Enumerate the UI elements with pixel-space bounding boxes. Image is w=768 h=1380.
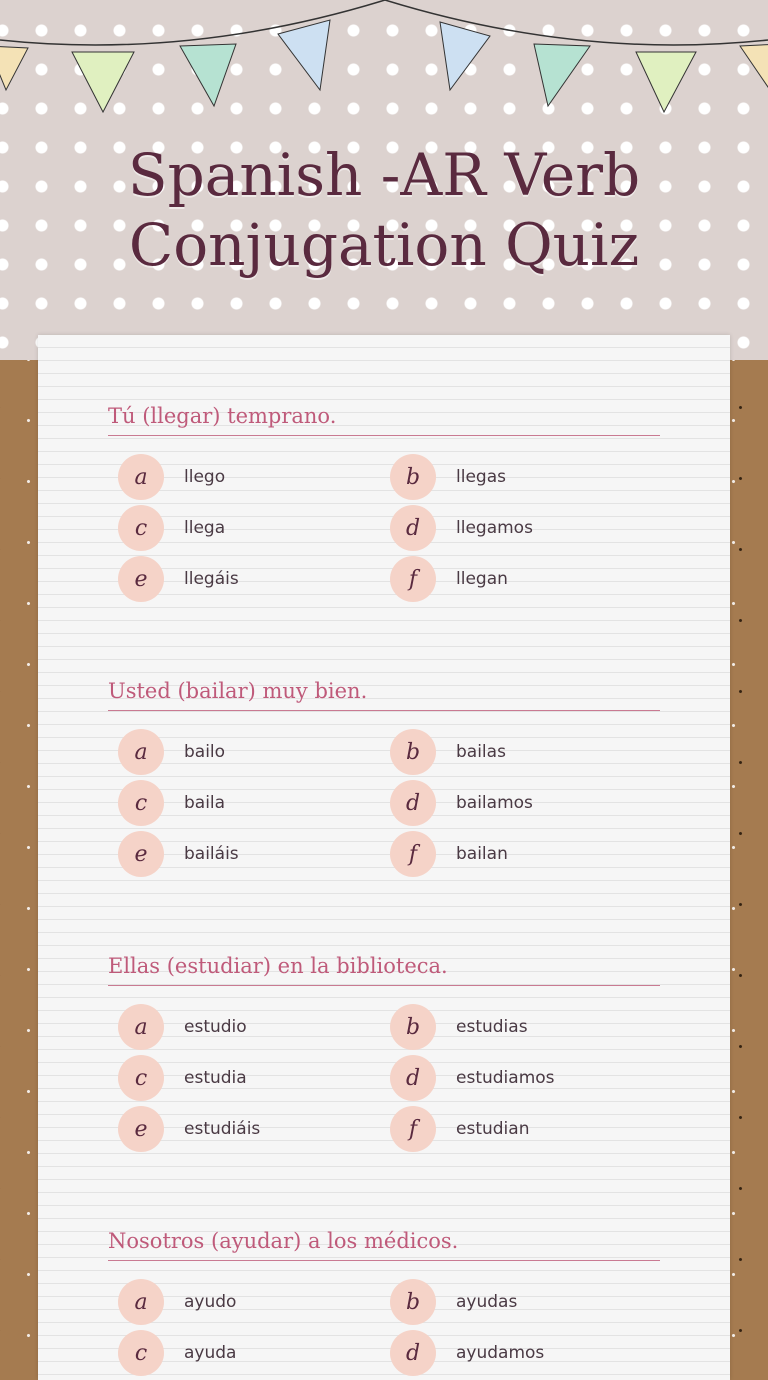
option-letter-badge: f (390, 831, 436, 877)
answer-option[interactable] (390, 831, 508, 877)
option-letter-badge: b (390, 1004, 436, 1050)
option-label: estudia (184, 1068, 247, 1088)
answer-option[interactable] (118, 556, 239, 602)
option-label: llega (184, 518, 226, 538)
answer-option[interactable] (390, 556, 508, 602)
option-letter-badge: d (390, 1330, 436, 1376)
option-letter-badge: e (118, 1106, 164, 1152)
option-label: estudiamos (456, 1068, 555, 1088)
option-label: llegamos (456, 518, 533, 538)
answer-option[interactable] (118, 454, 225, 500)
option-letter-badge: b (390, 1279, 436, 1325)
option-label: bailo (184, 742, 226, 762)
bunting-decoration (0, 0, 768, 130)
answer-option[interactable] (118, 1106, 260, 1152)
option-letter-badge: b (390, 454, 436, 500)
answer-option[interactable] (118, 831, 239, 877)
question-2 (108, 672, 660, 867)
option-label: ayudamos (456, 1343, 545, 1363)
option-label: bailas (456, 742, 506, 762)
option-letter-badge: e (118, 556, 164, 602)
option-label: estudias (456, 1017, 528, 1037)
option-label: llegáis (184, 569, 239, 589)
question-prompt: Tú (llegar) temprano. (108, 397, 660, 436)
question-prompt: Usted (bailar) muy bien. (108, 672, 660, 711)
option-label: ayudas (456, 1292, 518, 1312)
option-label: ayuda (184, 1343, 237, 1363)
answer-option[interactable] (390, 1106, 529, 1152)
page-title: Spanish -AR Verb Conjugation Quiz (127, 141, 641, 279)
answer-option[interactable] (118, 1004, 247, 1050)
option-label: estudiáis (184, 1119, 261, 1139)
option-letter-badge: c (118, 1330, 164, 1376)
option-letter-badge: d (390, 780, 436, 826)
answer-option[interactable] (390, 729, 506, 775)
option-letter-badge: a (118, 454, 164, 500)
option-letter-badge: d (390, 505, 436, 551)
quiz-paper (38, 335, 730, 1380)
answer-option[interactable] (390, 780, 533, 826)
answer-option[interactable] (390, 1279, 517, 1325)
answer-option[interactable] (390, 454, 506, 500)
answer-option[interactable] (390, 505, 533, 551)
option-letter-badge: b (390, 729, 436, 775)
option-label: llegan (456, 569, 508, 589)
option-label: bailan (456, 844, 508, 864)
option-label: ayudo (184, 1292, 237, 1312)
option-letter-badge: c (118, 780, 164, 826)
option-letter-badge: e (118, 831, 164, 877)
option-letter-badge: f (390, 1106, 436, 1152)
option-label: bailáis (184, 844, 239, 864)
question-3 (108, 947, 660, 1142)
answer-option[interactable] (118, 780, 225, 826)
answer-option[interactable] (118, 1055, 247, 1101)
option-letter-badge: c (118, 505, 164, 551)
option-label: bailamos (456, 793, 533, 813)
option-letter-badge: a (118, 1004, 164, 1050)
answer-option[interactable] (390, 1330, 544, 1376)
answer-option[interactable] (390, 1004, 528, 1050)
header-background (0, 0, 768, 360)
option-letter-badge: a (118, 1279, 164, 1325)
question-1 (108, 397, 660, 592)
option-label: estudian (456, 1119, 530, 1139)
option-label: llego (184, 467, 226, 487)
answer-option[interactable] (118, 505, 225, 551)
answer-option[interactable] (118, 1279, 236, 1325)
option-label: estudio (184, 1017, 247, 1037)
option-letter-badge: c (118, 1055, 164, 1101)
bunting-flags (0, 20, 768, 112)
option-letter-badge: d (390, 1055, 436, 1101)
answer-option[interactable] (390, 1055, 555, 1101)
answer-option[interactable] (118, 1330, 236, 1376)
question-prompt: Ellas (estudiar) en la biblioteca. (108, 947, 660, 986)
answer-option[interactable] (118, 729, 225, 775)
question-prompt: Nosotros (ayudar) a los médicos. (108, 1222, 660, 1261)
option-label: baila (184, 793, 226, 813)
option-label: llegas (456, 467, 506, 487)
option-letter-badge: a (118, 729, 164, 775)
option-letter-badge: f (390, 556, 436, 602)
question-4 (108, 1222, 660, 1366)
